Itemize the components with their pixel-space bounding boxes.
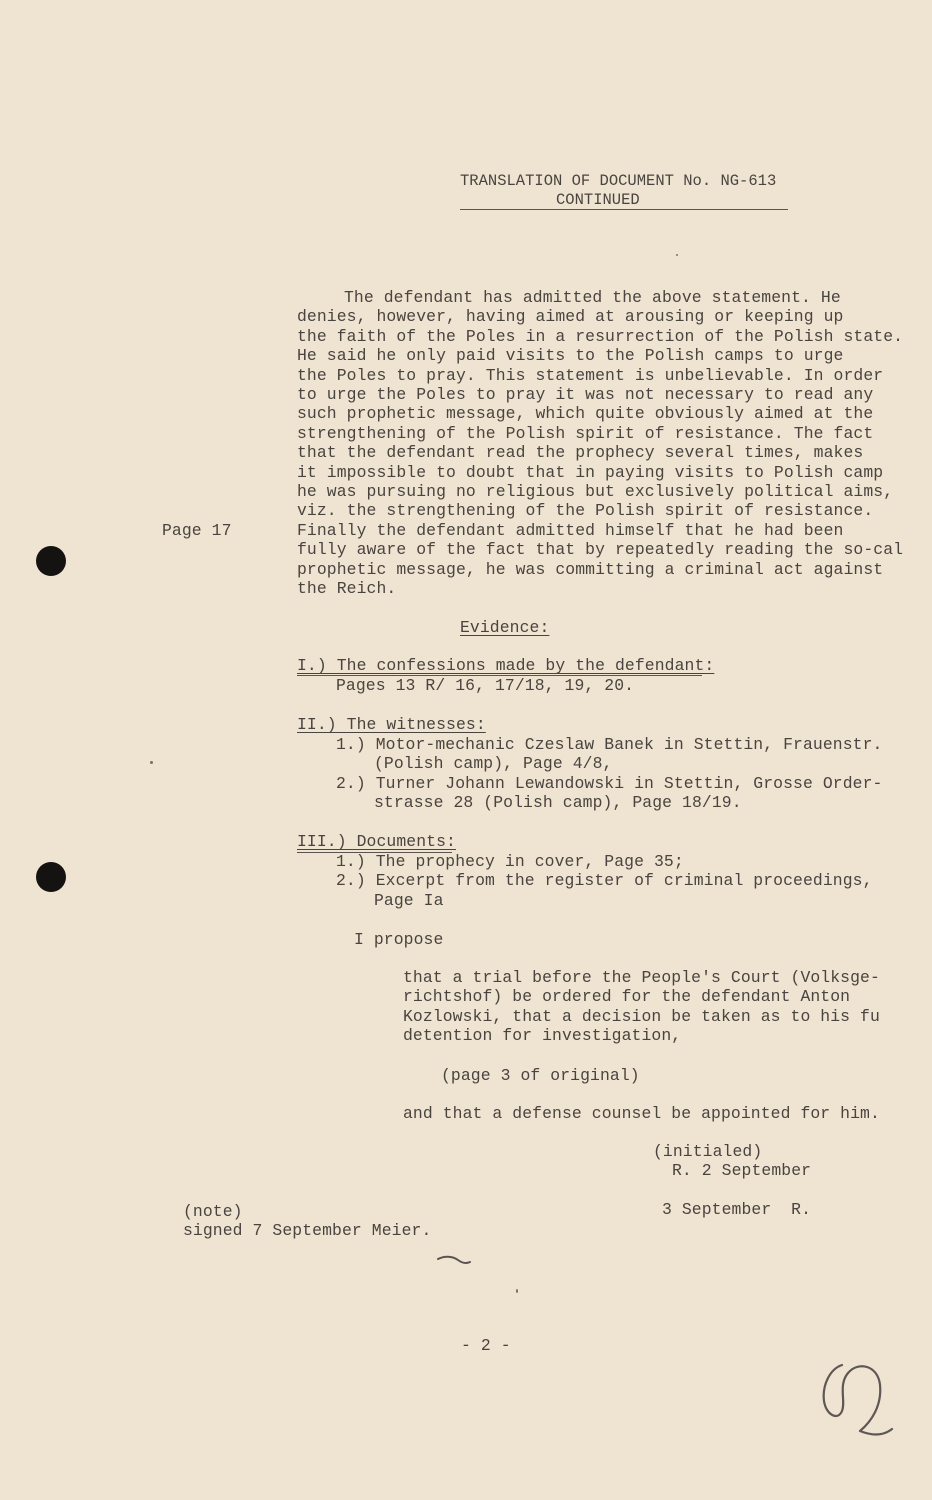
evidence-item: 1.) The prophecy in cover, Page 35; [336,852,684,871]
initialed-label: (initialed) [653,1142,763,1161]
paragraph-line: he was pursuing no religious but exclusively political aims, [297,482,894,501]
ink-speck [676,254,678,256]
evidence-item: 2.) Turner Johann Lewandowski in Stettin, Grosse Order- [336,774,883,793]
note-line: signed 7 September Meier. [183,1221,432,1240]
paragraph-line: to urge the Poles to pray it was not necessary to read any [297,385,874,404]
document-title: TRANSLATION OF DOCUMENT No. NG-613 [460,172,777,190]
paragraph-line: that the defendant read the prophecy several times, makes [297,443,864,462]
initialed-line: R. 2 September [672,1161,812,1180]
paragraph-line: denies, however, having aimed at arousing or keeping up [297,307,844,326]
paragraph-line: the Poles to pray. This statement is unbelievable. In order [297,366,884,385]
paragraph-line: viz. the strengthening of the Polish spirit of resistance. [297,501,874,520]
evidence-item: 2.) Excerpt from the register of criminal proceedings, [336,871,873,890]
paragraph-line: fully aware of the fact that by repeatedly reading the so-cal [297,540,904,559]
evidence-heading: Evidence: [460,618,550,637]
paragraph-line: strengthening of the Polish spirit of resistance. The fact [297,424,874,443]
punch-hole-lower [36,862,66,892]
paragraph-line: such prophetic message, which quite obviously aimed at the [297,404,874,423]
evidence-section-title: II.) The witnesses: [297,715,486,734]
document-subtitle: CONTINUED [556,191,640,209]
proposal-intro: I propose [354,930,444,949]
paragraph-line: The defendant has admitted the above statement. He [344,288,841,307]
evidence-item: (Polish camp), Page 4/8, [374,754,613,773]
pen-stroke-mark [436,1253,472,1267]
evidence-rule [297,675,702,676]
paragraph-line: Finally the defendant admitted himself that he had been [297,521,844,540]
evidence-item: 1.) Motor-mechanic Czeslaw Banek in Stettin, Frauenstr. [336,735,883,754]
document-header [460,172,790,210]
evidence-rule [297,852,452,853]
evidence-item: Page Ia [374,891,444,910]
margin-page-note: Page 17 [162,521,232,540]
page-number: - 2 - [461,1336,511,1355]
note-label: (note) [183,1202,243,1221]
paragraph-line: the faith of the Poles in a resurrection of the Polish state. [297,327,904,346]
handwritten-initial-mark [808,1355,898,1445]
evidence-section-title: III.) Documents: [297,832,456,851]
punch-hole-upper [36,546,66,576]
paragraph-line: He said he only paid visits to the Polish camps to urge [297,346,844,365]
proposal-line: that a trial before the People's Court (Volksge- [403,968,880,987]
proposal-line: detention for investigation, [403,1026,682,1045]
ink-speck [516,1289,518,1293]
date-line: 3 September R. [662,1200,812,1219]
paragraph-line: it impossible to doubt that in paying visits to Polish camp [297,463,884,482]
proposal-page-ref: (page 3 of original) [441,1066,640,1085]
evidence-item: Pages 13 R/ 16, 17/18, 19, 20. [336,676,635,695]
proposal-line: richtshof) be ordered for the defendant Anton [403,987,851,1006]
paragraph-line: prophetic message, he was committing a criminal act against [297,560,884,579]
proposal-closing: and that a defense counsel be appointed for him. [403,1104,880,1123]
ink-speck [150,761,153,764]
proposal-line: Kozlowski, that a decision be taken as to his fu [403,1007,880,1026]
paragraph-line: the Reich. [297,579,397,598]
header-rule [460,209,788,210]
evidence-item: strasse 28 (Polish camp), Page 18/19. [374,793,742,812]
evidence-section-title: I.) The confessions made by the defendant: [297,656,715,675]
